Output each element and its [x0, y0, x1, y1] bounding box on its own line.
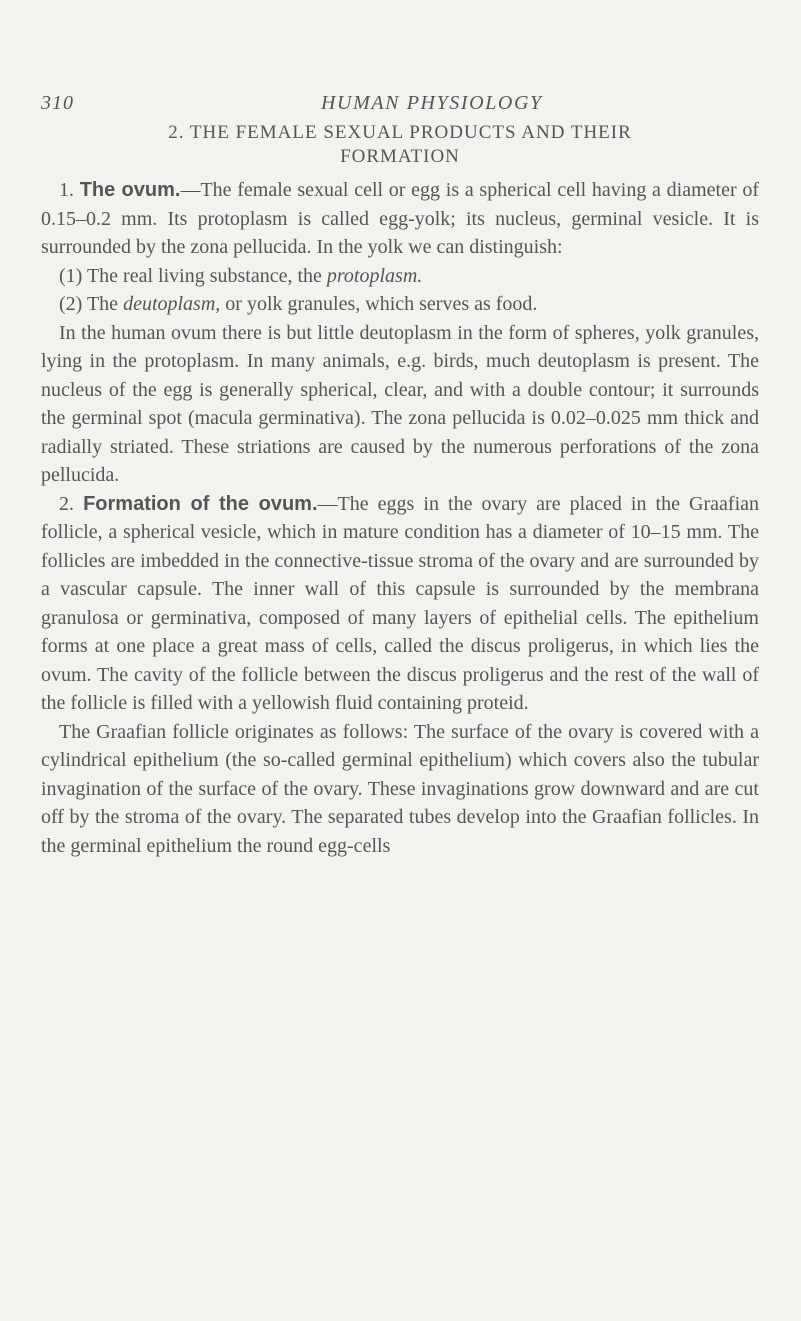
page-header: [41, 92, 771, 122]
section-title-line-2: FORMATION: [340, 146, 460, 167]
paragraph-text: —The female sexual cell or egg is a spherical cell having a diameter of 0.15–0.2 mm. Its protoplasm is called egg-yolk; its nucleus, germinal vesicle. It is surrounded by the zona pellucida. In the yolk we can distinguish:: [41, 179, 759, 258]
paragraph-graafian-origin: The Graafian follicle originates as follows: The surface of the ovary is covered with a cylindrical epithelium (the so-called germinal epithelium) which covers also the tubular invagination of the surface of the ovary. These invaginations grow downward and are cut off by the stroma of the ovary. The separated tubes develop into the Graafian follicles. In the germinal epithelium the round egg-cells: [41, 720, 759, 857]
paragraph-number: 2.: [59, 492, 84, 515]
running-title: HUMAN PHYSIOLOGY: [321, 92, 543, 114]
list-item-prefix: (2) The: [59, 293, 124, 315]
page-number: 310: [41, 92, 74, 114]
list-item-prefix: (1) The real living substance, the: [59, 264, 327, 287]
paragraph-number: 1.: [59, 179, 80, 201]
paragraph-text: —The eggs in the ovary are placed in the Graafian follicle, a spherical vesicle, which in mature condition has a diameter of 10–15 mm. The follicles are imbedded in the connective-tissue stroma of the ovary and are surrounded by a vascular capsule. The inner wall of this capsule is surrounded by the membrana granulosa or germinativa, composed of many layers of epithelial cells. The epithelium forms at one place a great mass of cells, called the discus proligerus, in which lies the ovum. The cavity of the follicle between the discus proligerus and the rest of the wall of the follicle is filled with a yellowish fluid containing proteid.: [41, 492, 759, 714]
paragraph-human-ovum: In the human ovum there is but little deutoplasm in the form of spheres, yolk granules, lying in the protoplasm. In many animals, e.g. birds, much deutoplasm is present. The nucleus of the egg is generally spherical, clear, and with a double contour; it surrounds the germinal spot (macula germinativa). The zona pellucida is 0.02–0.025 mm thick and radially striated. These striations are caused by the numerous perforations of the zona pellucida.: [41, 321, 759, 486]
list-item-term: protoplasm.: [326, 264, 423, 287]
paragraph-lead-heading: The ovum.: [79, 179, 181, 201]
list-item-protoplasm: [41, 262, 759, 291]
paragraph-lead-heading: Formation of the ovum.: [83, 492, 318, 515]
section-title-line-1: 2. THE FEMALE SEXUAL PRODUCTS AND THEIR: [168, 122, 632, 143]
paragraph-formation: [41, 490, 759, 718]
body-text: [41, 121, 759, 860]
paragraph-ovum: [41, 176, 759, 262]
list-item-deutoplasm: [41, 290, 759, 319]
list-item-suffix: or yolk granules, which serves as food.: [220, 293, 538, 315]
section-title: [41, 121, 759, 169]
list-item-term: deutoplasm,: [123, 293, 221, 315]
